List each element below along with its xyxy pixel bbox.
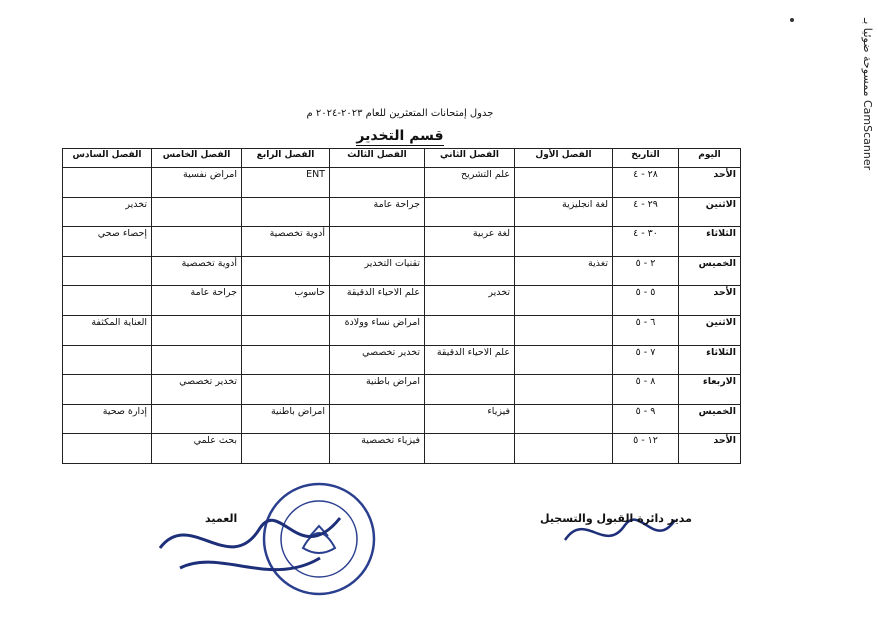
exam-schedule-table bbox=[62, 148, 741, 464]
day-cell: الأحد bbox=[679, 286, 741, 316]
table-header-row bbox=[63, 149, 741, 168]
subject-cell: علم التشريح bbox=[425, 168, 515, 198]
subject-cell bbox=[242, 197, 330, 227]
subject-cell bbox=[63, 345, 152, 375]
subject-cell: امراض نساء وولادة bbox=[330, 315, 425, 345]
subject-cell: فيزياء bbox=[425, 404, 515, 434]
date-cell: ١٢ - ٥ bbox=[613, 434, 679, 464]
column-header: الفصل الرابع bbox=[242, 149, 330, 168]
day-cell: الثلاثاء bbox=[679, 345, 741, 375]
subject-cell bbox=[152, 404, 242, 434]
subject-cell bbox=[63, 168, 152, 198]
subject-cell: جراحة عامة bbox=[330, 197, 425, 227]
day-cell: الاربعاء bbox=[679, 375, 741, 405]
subject-cell: تغذية bbox=[515, 256, 613, 286]
subject-cell bbox=[152, 315, 242, 345]
subject-cell bbox=[515, 286, 613, 316]
subject-cell bbox=[515, 315, 613, 345]
subject-cell bbox=[425, 197, 515, 227]
subject-cell bbox=[152, 197, 242, 227]
day-cell: الأحد bbox=[679, 434, 741, 464]
registrar-signature bbox=[560, 500, 680, 560]
subject-cell: تقنيات التخدير bbox=[330, 256, 425, 286]
subject-cell bbox=[425, 434, 515, 464]
subject-cell: ENT bbox=[242, 168, 330, 198]
table-row bbox=[63, 197, 741, 227]
table-row bbox=[63, 315, 741, 345]
subject-cell bbox=[63, 375, 152, 405]
column-header: الفصل الثالث bbox=[330, 149, 425, 168]
column-header: الفصل الأول bbox=[515, 149, 613, 168]
subject-cell: أدوية تخصصية bbox=[242, 227, 330, 257]
date-cell: ٢٨ - ٤ bbox=[613, 168, 679, 198]
subject-cell: إدارة صحية bbox=[63, 404, 152, 434]
date-cell: ٦ - ٥ bbox=[613, 315, 679, 345]
table-row bbox=[63, 286, 741, 316]
subject-cell: إحصاء صحي bbox=[63, 227, 152, 257]
subject-cell: جراحة عامة bbox=[152, 286, 242, 316]
subject-cell bbox=[515, 345, 613, 375]
subject-cell bbox=[63, 256, 152, 286]
table-row bbox=[63, 227, 741, 257]
corner-dot bbox=[790, 18, 794, 22]
table-row bbox=[63, 375, 741, 405]
column-header: التاريخ bbox=[613, 149, 679, 168]
table-body bbox=[63, 168, 741, 464]
subject-cell: امراض نفسية bbox=[152, 168, 242, 198]
subject-cell bbox=[242, 345, 330, 375]
subject-cell bbox=[242, 315, 330, 345]
subject-cell: لغة انجليزية bbox=[515, 197, 613, 227]
day-cell: الاثنين bbox=[679, 315, 741, 345]
subject-cell: تخدير bbox=[425, 286, 515, 316]
subject-cell: علم الاحياء الدقيقة bbox=[425, 345, 515, 375]
column-header: اليوم bbox=[679, 149, 741, 168]
table-row bbox=[63, 256, 741, 286]
subject-cell: امراض باطنية bbox=[330, 375, 425, 405]
subject-cell: تخدير تخصصي bbox=[330, 345, 425, 375]
subject-cell: تخدير bbox=[63, 197, 152, 227]
subject-cell bbox=[425, 256, 515, 286]
day-cell: الثلاثاء bbox=[679, 227, 741, 257]
subject-cell bbox=[515, 404, 613, 434]
subject-cell: حاسوب bbox=[242, 286, 330, 316]
subject-cell bbox=[63, 434, 152, 464]
department-title bbox=[250, 128, 550, 144]
day-cell: الأحد bbox=[679, 168, 741, 198]
dean-signature bbox=[150, 488, 350, 598]
date-cell: ٢٩ - ٤ bbox=[613, 197, 679, 227]
subject-cell: علم الاحياء الدقيقة bbox=[330, 286, 425, 316]
date-cell: ٣٠ - ٤ bbox=[613, 227, 679, 257]
day-cell: الخميس bbox=[679, 404, 741, 434]
subject-cell bbox=[515, 375, 613, 405]
subject-cell bbox=[242, 375, 330, 405]
subject-cell bbox=[515, 168, 613, 198]
table-row bbox=[63, 168, 741, 198]
day-cell: الخميس bbox=[679, 256, 741, 286]
day-cell: الاثنين bbox=[679, 197, 741, 227]
subject-cell bbox=[425, 375, 515, 405]
subject-cell bbox=[242, 256, 330, 286]
column-header: الفصل الخامس bbox=[152, 149, 242, 168]
subject-cell bbox=[330, 227, 425, 257]
subject-cell: بحث علمي bbox=[152, 434, 242, 464]
subject-cell bbox=[425, 315, 515, 345]
subject-cell bbox=[63, 286, 152, 316]
dean-label: العميد bbox=[205, 512, 238, 525]
table-row bbox=[63, 345, 741, 375]
date-cell: ٩ - ٥ bbox=[613, 404, 679, 434]
date-cell: ٢ - ٥ bbox=[613, 256, 679, 286]
date-cell: ٨ - ٥ bbox=[613, 375, 679, 405]
subject-cell: فيزياء تخصصية bbox=[330, 434, 425, 464]
column-header: الفصل الثاني bbox=[425, 149, 515, 168]
table-row bbox=[63, 434, 741, 464]
date-cell: ٥ - ٥ bbox=[613, 286, 679, 316]
subject-cell bbox=[515, 434, 613, 464]
subject-cell: العناية المكثفة bbox=[63, 315, 152, 345]
subject-cell bbox=[152, 345, 242, 375]
subject-cell bbox=[330, 168, 425, 198]
subject-cell bbox=[152, 227, 242, 257]
department-title-text: قسم التخدير bbox=[356, 128, 444, 144]
subject-cell bbox=[515, 227, 613, 257]
subject-cell: تخدير تخصصي bbox=[152, 375, 242, 405]
scanner-watermark: ممسوحة ضوئيا بـ CamScanner bbox=[861, 18, 874, 171]
subject-cell: أدوية تخصصية bbox=[152, 256, 242, 286]
subject-cell bbox=[330, 404, 425, 434]
column-header: الفصل السادس bbox=[63, 149, 152, 168]
subject-cell bbox=[242, 434, 330, 464]
registrar-label: مدير دائرة القبول والتسجيل bbox=[540, 512, 692, 525]
date-cell: ٧ - ٥ bbox=[613, 345, 679, 375]
subject-cell: لغة عربية bbox=[425, 227, 515, 257]
subject-cell: امراض باطنية bbox=[242, 404, 330, 434]
table-row bbox=[63, 404, 741, 434]
document-title: جدول إمتحانات المتعثرين للعام ٢٠٢٣-٢٠٢٤ م bbox=[306, 108, 494, 119]
